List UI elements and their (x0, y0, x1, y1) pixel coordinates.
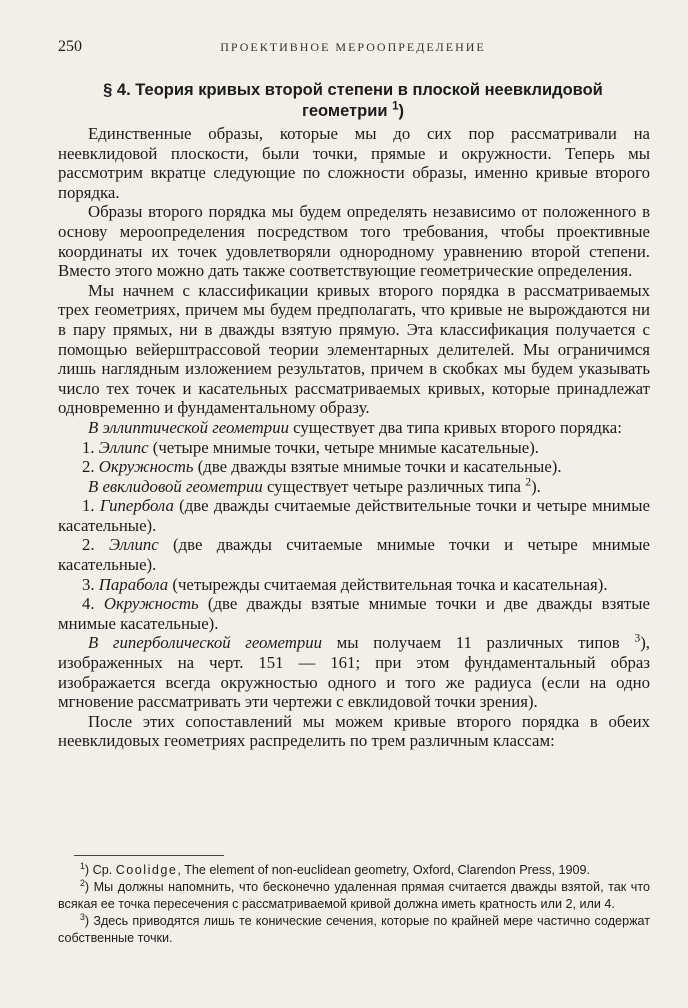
item-name: Гипербола (99, 496, 174, 516)
footnote-ref: 3 (634, 631, 641, 645)
section-title (58, 80, 648, 122)
item-name: Парабола (98, 574, 169, 594)
hyperbolic-lead: В гиперболической геометрии (88, 633, 323, 653)
elliptic-intro (58, 418, 650, 438)
footnote-text: , The element of non-euclidean geometry, Oxford, Clarendon Press, 1909. (177, 863, 590, 877)
page-number: 250 (58, 38, 82, 55)
item-number: 4. (82, 594, 95, 614)
footnote (58, 862, 650, 878)
footnote-divider (74, 855, 224, 856)
item-number: 1. (82, 496, 95, 516)
item-desc: (две дважды взятые мнимые точки и касательные). (193, 457, 562, 477)
hyperbolic-text: ), изображенных на черт. 151 — 161; при этом фундаментальный образ изображается всегда окружностью одного и того же радиуса (если на одно мгновение рассматривать эти чертежи с евклидовой точки зрения). (58, 633, 650, 712)
item-name: Эллипс (98, 437, 149, 457)
item-desc: (две дважды считаемые действительные точки и четыре мнимые касательные). (58, 496, 650, 535)
footnote-mark: 3 (80, 912, 85, 923)
paragraph: Образы второго порядка мы будем определять независимо от положенного в основу мероопределения посредством того требования, чтобы проективные координаты их точек удовлетворяли однородному уравнению второй степени. Вместо этого можно дать также соответствующие геометрические определения. (58, 202, 650, 281)
paragraph: Единственные образы, которые мы до сих пор рассматривали на неевклидовой плоскости, были точки, прямые и окружности. Теперь мы рассмотрим вкратце следующие по сложности образы, именно кривые второго порядка. (58, 124, 650, 202)
item-number: 2. (82, 535, 95, 555)
list-item (58, 457, 650, 477)
paragraph: Мы начнем с классификации кривых второго порядка в рассматриваемых трех геометриях, причем мы будем предполагать, что кривые не вырождаются ни в пару прямых, ни в дважды взятую прямую. Эта классификация получается с помощью вейерштрассовой теории элементарных делителей. Мы ограничимся лишь наглядным изложением результатов, причем в скобках мы будем указывать число тех точек и касательных рассматриваемых кривых, которые принадлежат одновременно и фундаментальному образу. (58, 280, 650, 418)
list-item (58, 438, 650, 458)
item-number: 3. (82, 574, 95, 594)
item-desc: (две дважды взятые мнимые точки и две дважды взятые мнимые касательные). (58, 594, 650, 633)
section-title-line1: § 4. Теория кривых второй степени в плоской неевклидовой (103, 81, 603, 99)
footnote-text: ) Ср. (84, 863, 116, 877)
list-item (58, 496, 650, 535)
list-item (58, 535, 650, 574)
item-name: Окружность (103, 594, 199, 614)
elliptic-rest: существует два типа кривых второго порядка: (288, 417, 622, 437)
euclidean-rest-end: ). (531, 476, 541, 496)
item-number: 1. (82, 437, 95, 457)
item-desc: (четыре мнимые точки, четыре мнимые касательные). (148, 437, 539, 457)
running-title: ПРОЕКТИВНОЕ МЕРООПРЕДЕЛЕНИЕ (220, 40, 486, 54)
footnotes (58, 862, 650, 947)
hyperbolic-text: мы получаем 11 различных типов (322, 633, 620, 653)
section-title-line2: геометрии $^1$) (301, 100, 405, 120)
footnote-ref: 2 (525, 475, 532, 489)
footnote-mark: 2 (80, 878, 85, 889)
item-name: Эллипс (108, 535, 159, 555)
footnote-author: Coolidge (115, 863, 178, 877)
section-title-word: геометрии (301, 102, 388, 120)
item-number: 2. (82, 457, 95, 477)
page-header (58, 38, 648, 58)
hyperbolic-paragraph (58, 633, 650, 711)
item-desc: (две дважды считаемые мнимые точки и четыре мнимые касательные). (58, 535, 650, 575)
main-text (58, 124, 650, 751)
footnote-text: ) Здесь приводятся лишь те конические сечения, которые по крайней мере частично содержат собственные точки. (58, 914, 650, 945)
footnote (58, 879, 650, 912)
footnote-ref: 1 (392, 100, 399, 113)
paragraph: После этих сопоставлений мы можем кривые второго порядка в обеих неевклидовых геометриях распределить по трем различным классам: (58, 711, 650, 751)
footnote-mark: 1 (80, 860, 85, 871)
list-item (58, 575, 650, 595)
euclidean-rest: существует четыре различных типа (262, 476, 522, 496)
item-name: Окружность (98, 457, 194, 477)
footnote (58, 913, 650, 946)
list-item (58, 594, 650, 633)
elliptic-lead: В эллиптической геометрии (88, 417, 289, 437)
euclidean-intro (58, 477, 650, 497)
item-desc: (четырежды считаемая действительная точка и касательная). (168, 574, 608, 594)
footnote-text: ) Мы должны напомнить, что бесконечно удаленная прямая считается дважды взятой, так что всякая ее точка пересечения с рассматриваемой кривой должна иметь кратность или 2, или 4. (58, 880, 650, 911)
euclidean-lead: В евклидовой геометрии (88, 476, 263, 496)
